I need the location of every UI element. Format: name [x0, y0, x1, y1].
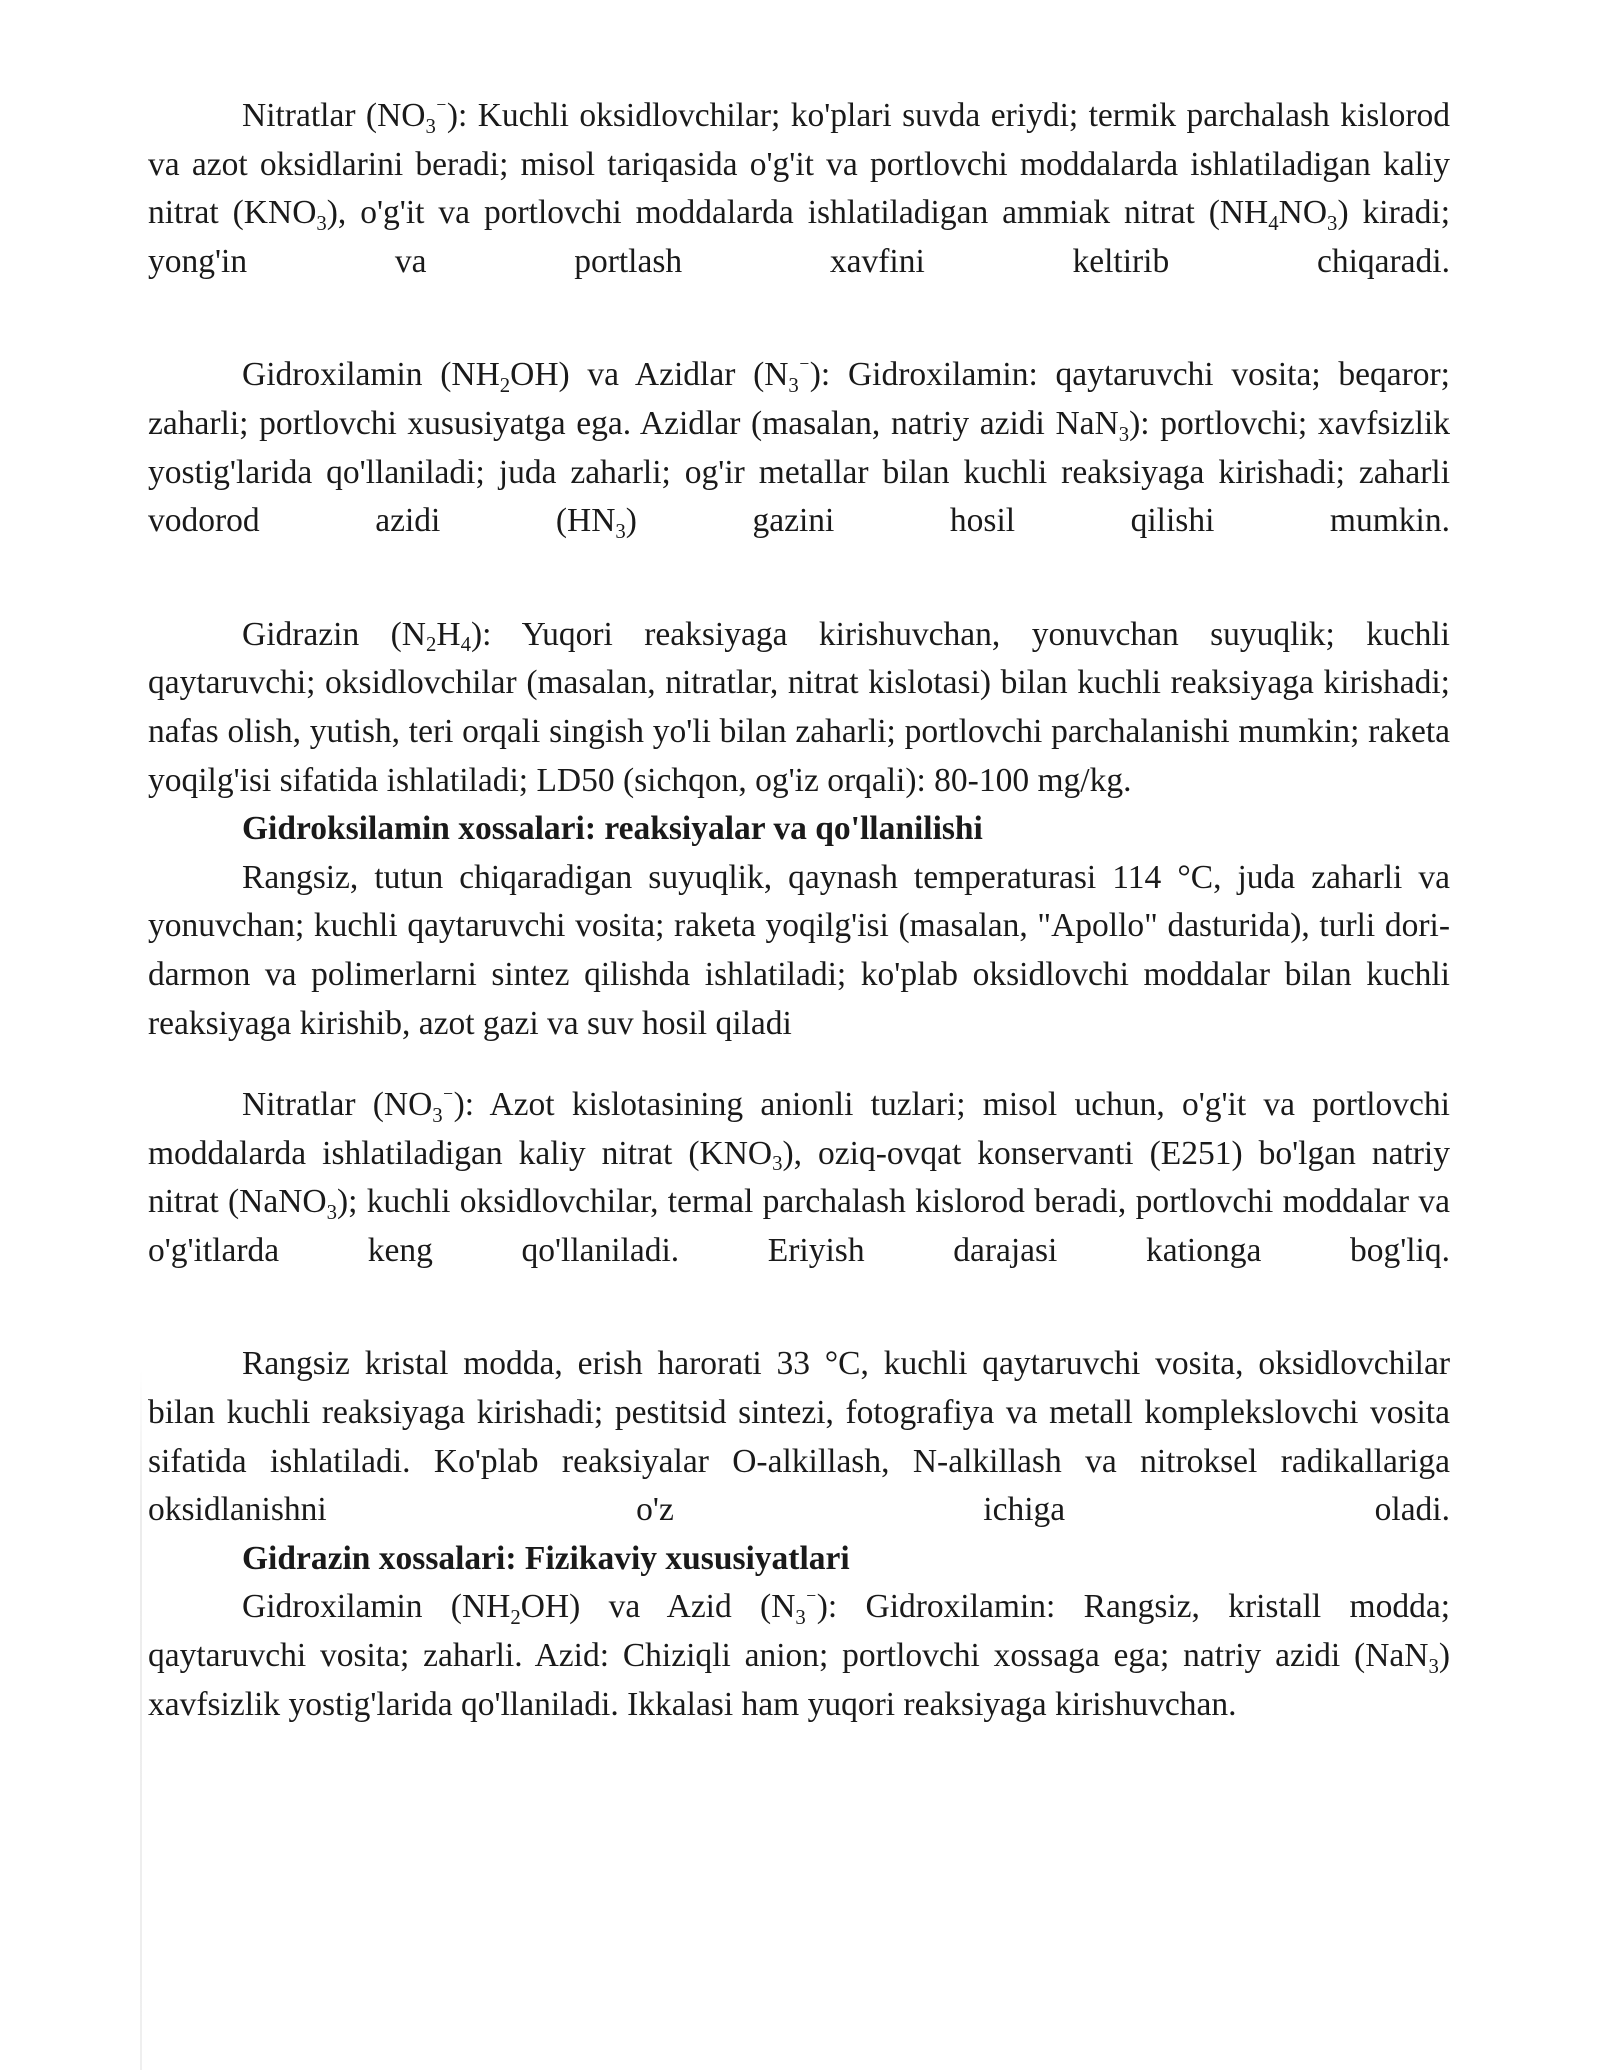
paragraph-colorless-liquid: Rangsiz, tutun chiqaradigan suyuqlik, qaynash temperaturasi 114 °C, juda zaharli va yonuvchan; kuchli qaytaruvchi vosita; raketa yoqilg'isi (masalan, "Apollo" dasturida), turli dori-darmon va polimerlarni sintez qilishda ishlatiladi; ko'plab oksidlovchi moddalar bilan kuchli reaksiyaga kirishib, azot gazi va suv hosil qiladi [148, 858, 1450, 1042]
paragraph-hydroxylamine-azides: Gidroxilamin $(NH_2OH)$ va Azidlar $(N_3^{^-})$: Gidroxilamin: qaytaruvchi vosita; beqaror; zaharli; portlovchi xususiyatga ega. Azidlar (masalan, natriy azidi NaN$_3$): portlovchi; xavfsizlik yostig'larida qo'llaniladi; juda zaharli; og'ir metallar bilan kuchli reaksiyaga kirishadi; zaharli vodorod azidi $(HN_3)$ gazini hosil qilishi mumkin. [148, 355, 1450, 543]
paragraph-hydroxylamine-azide: Gidroxilamin $(NH_2OH)$ va Azid $(N_3^{^-})$: Gidroxilamin: Rangsiz, kristall modda; qaytaruvchi vosita; zaharli. Azid: Chiziqli anion; portlovchi xossaga ega; natriy azidi (NaN$_3$) xavfsizlik yostig'larida qo'llaniladi. Ikkalasi ham yuqori reaksiyaga kirishuvchan. [148, 1588, 1451, 1723]
section-heading-hydrazine: Gidrazin xossalari: Fizikaviy xususiyatlari [242, 1539, 850, 1577]
paragraph-nitrates-1: Nitratlar $(NO_3^{^-})$: Kuchli oksidlovchilar; ko'plari suvda eriydi; termik parchalash kislorod va azot oksidlarini beradi; misol tariqasida o'g'it va portlovchi moddalarda ishlatiladigan kaliy nitrat $(KNO_3)$, o'g'it va portlovchi moddalarda ishlatiladigan ammiak nitrat $(NH_4NO_3)$ kiradi; yong'in va portlash xavfini keltirib chiqaradi. [148, 96, 1450, 280]
paragraph-hydrazine: Gidrazin $(N_2H_4)$: Yuqori reaksiyaga kirishuvchan, yonuvchan suyuqlik; kuchli qaytaruvchi; oksidlovchilar (masalan, nitratlar, nitrat kislotasi) bilan kuchli reaksiyaga kirishadi; nafas olish, yutish, teri orqali singish yo'li bilan zaharli; portlovchi parchalanishi mumkin; raketa yoqilg'isi sifatida ishlatiladi; LD50 (sichqon, og'iz orqali): 80-100 mg/kg. [148, 615, 1450, 799]
paragraph-nitrates-2: Nitratlar $(NO_3^{^-})$: Azot kislotasining anionli tuzlari; misol uchun, o'g'it va portlovchi moddalarda ishlatiladigan kaliy nitrat $(KNO_3)$, oziq-ovqat konservanti (E251) bo'lgan natriy nitrat (NaNO$_3$); kuchli oksidlovchilar, termal parchalash kislorod beradi, portlovchi moddalar va o'g'itlarda keng qo'llaniladi. Eriyish darajasi kationga bog'liq. [148, 1085, 1450, 1269]
section-heading-hydroxylamine: Gidroksilamin xossalari: reaksiyalar va qo'llanilishi [242, 810, 983, 848]
margin-shadow-line [140, 1370, 142, 2070]
paragraph-colorless-crystal: Rangsiz kristal modda, erish harorati 33 °C, kuchli qaytaruvchi vosita, oksidlovchilar bilan kuchli reaksiyaga kirishadi; pestitsid sintezi, fotografiya va metall komplekslovchi vosita sifatida ishlatiladi. Ko'plab reaksiyalar O-alkillash, N-alkillash va nitroksel radikallariga oksidlanishni o'z ichiga oladi. [148, 1345, 1450, 1529]
